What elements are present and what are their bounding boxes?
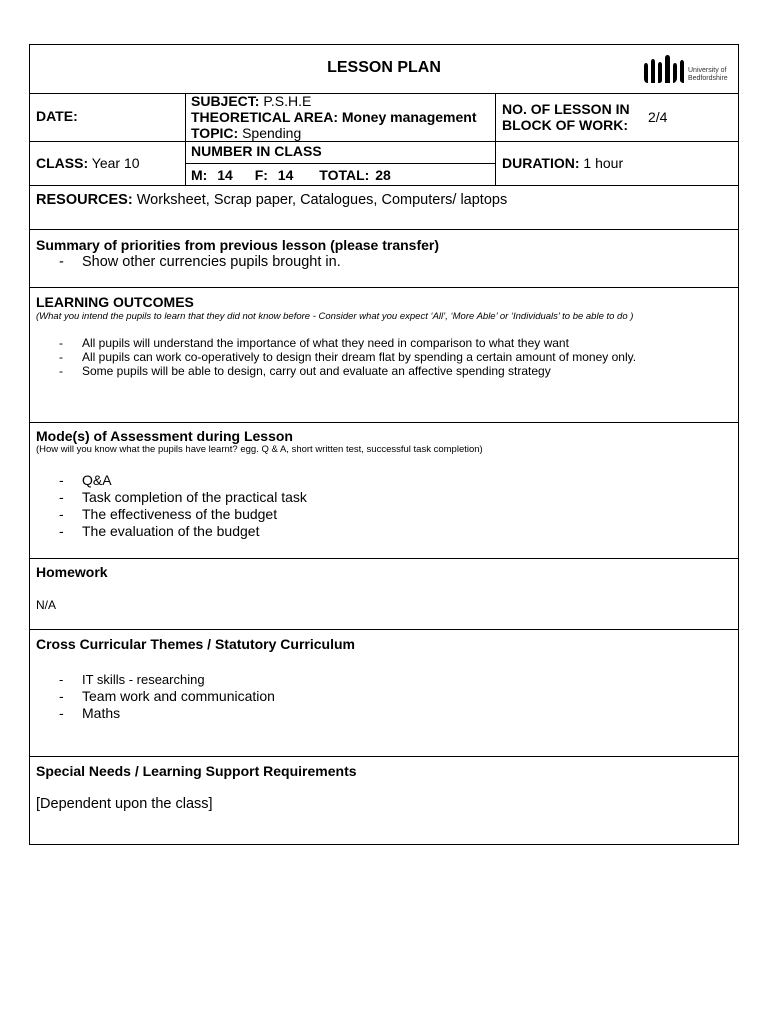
divider [495,93,496,185]
list-item: - All pupils will understand the importance of what they need in comparison to what they want [36,336,636,350]
divider [185,163,495,164]
duration-label: DURATION: [502,155,580,171]
homework-value: N/A [36,598,57,612]
special-needs-value: [Dependent upon the class] [36,796,213,812]
female-label: F: [254,167,268,183]
special-needs-heading: Special Needs / Learning Support Requirements [36,763,357,779]
theoretical-area-label: THEORETICAL AREA: [191,109,338,125]
list-item: - The evaluation of the budget [36,523,307,540]
theoretical-area-value: Money management [341,109,477,125]
number-in-class-counts [191,167,391,183]
cross-curricular-list [36,671,275,722]
divider [185,93,186,185]
topic-label: TOPIC: [191,125,239,141]
total-label: TOTAL: [319,167,370,183]
topic-line [191,125,301,141]
total-count: 28 [375,167,391,183]
summary-heading: Summary of priorities from previous lesson (please transfer) [36,237,440,253]
lesson-count-label-2: BLOCK OF WORK: [502,117,628,133]
list-item: - Maths [36,705,275,722]
subject-label: SUBJECT: [191,93,260,109]
page-title: LESSON PLAN [327,59,441,76]
list-item: - Some pupils will be able to design, carry out and evaluate an affective spending strategy [36,364,636,378]
university-logo [642,53,738,89]
lesson-count-label-1: NO. OF LESSON IN [502,101,630,117]
male-label: M: [191,167,208,183]
subject-value: P.S.H.E [263,93,312,109]
divider [30,558,738,559]
logo-text-line2: Bedfordshire [688,75,728,82]
lesson-plan-table [29,44,739,845]
divider [30,629,738,630]
assessment-heading: Mode(s) of Assessment during Lesson [36,428,293,444]
list-item: - The effectiveness of the budget [36,506,307,523]
divider [30,185,738,186]
duration-value: 1 hour [583,155,624,171]
duration-line [502,155,623,171]
resources-label: RESOURCES: [36,192,133,208]
class-label: CLASS: [36,155,89,171]
learning-outcomes-heading: LEARNING OUTCOMES [36,294,194,310]
list-item: - Team work and communication [36,688,275,705]
list-item: - All pupils can work co-operatively to design their dream flat by spending a certain amount of money only. [36,350,636,364]
divider [30,422,738,423]
number-in-class-label: NUMBER IN CLASS [191,143,322,159]
resources-value: Worksheet, Scrap paper, Catalogues, Computers/ laptops [136,192,508,208]
topic-value: Spending [242,125,302,141]
subject-line [191,93,311,109]
lesson-count-value: 2/4 [648,109,668,125]
learning-outcomes-note: (What you intend the pupils to learn that they did not know before - Consider what you expect ‘All’, ‘More Able’ or ‘Individuals’ to be able to do ) [36,311,634,322]
list-item: - IT skills - researching [36,671,275,688]
date-label: DATE: [36,108,78,124]
female-count: 14 [277,167,294,183]
assessment-list [36,472,307,540]
divider [30,756,738,757]
divider [30,141,738,142]
list-item: - Q&A [36,472,307,489]
cross-curricular-heading: Cross Curricular Themes / Statutory Curriculum [36,636,355,652]
divider [30,229,738,230]
homework-heading: Homework [36,564,108,580]
summary-list [36,254,341,271]
learning-outcomes-list [36,336,636,378]
male-count: 14 [217,167,233,183]
class-line [36,155,140,171]
class-value: Year 10 [91,155,140,171]
theoretical-area-line [191,109,476,125]
divider [30,93,738,94]
list-item: - Task completion of the practical task [36,489,307,506]
assessment-note: (How will you know what the pupils have learnt? egg. Q & A, short written test, successful task completion) [36,444,483,455]
divider [30,287,738,288]
list-item: - Show other currencies pupils brought in. [36,254,341,271]
logo-text-line1: University of [688,67,727,74]
resources-line [36,192,507,208]
